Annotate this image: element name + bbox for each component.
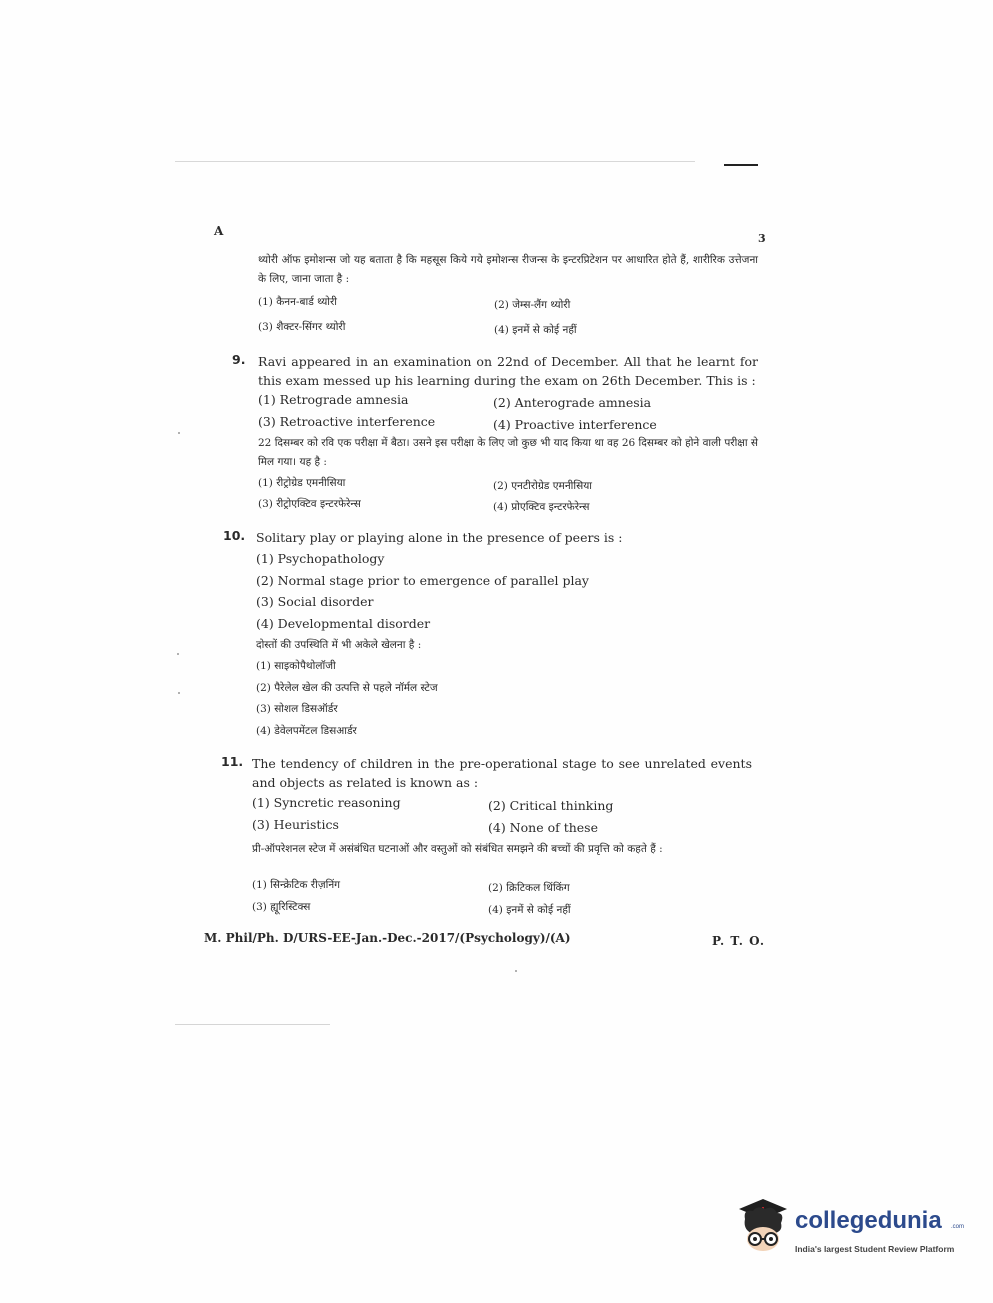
q9-stem-hindi: 22 दिसम्बर को रवि एक परीक्षा में बैठा। उसने इस परीक्षा के लिए जो कुछ भी याद किया था वह 26 दिसम्बर को होने वाली परीक्षा से मिल गया। यह है :	[258, 437, 758, 468]
q11-option-3: (3) Heuristics	[252, 817, 339, 832]
q8-option-1: (1) कैनन-बार्ड थ्योरी	[258, 296, 338, 308]
scan-dot	[177, 653, 179, 655]
q9-option-3: (3) Retroactive interference	[258, 414, 436, 429]
q10-hindi-option-3: (3) सोशल डिसऑर्डर	[256, 703, 338, 715]
q9-option-4: (4) Proactive interference	[493, 417, 657, 432]
q8-option-3: (3) शैक्टर-सिंगर थ्योरी	[258, 321, 346, 333]
q9-hindi-option-2: (2) एनटीरोग्रेड एमनीसिया	[493, 480, 593, 492]
q9-option-1: (1) Retrograde amnesia	[258, 392, 409, 407]
collegedunia-logo-text: collegedunia	[795, 1207, 942, 1234]
q11-hindi-option-3: (3) ह्यूरिस्टिक्स	[252, 901, 311, 913]
q11-hindi-option-4: (4) इनमें से कोई नहीं	[488, 904, 571, 916]
q10-option-4: (4) Developmental disorder	[256, 616, 431, 631]
q8-stem-hindi: थ्योरी ऑफ इमोशन्स जो यह बताता है कि महसूस किये गये इमोशन्स रीजन्स के इन्टरप्रिटेशन पर आधारित होते हैं, शारीरिक उत्तेजना के लिए, जाना जाता है :	[258, 254, 758, 285]
paper-code: M. Phil/Ph. D/URS-EE-Jan.-Dec.-2017/(Psychology)/(A)	[204, 931, 571, 945]
collegedunia-tagline: India's largest Student Review Platform	[795, 1244, 955, 1254]
q10-option-3: (3) Social disorder	[256, 594, 374, 609]
q10-stem: Solitary play or playing alone in the presence of peers is :	[256, 530, 623, 545]
page-number: 3	[758, 232, 766, 245]
scan-dot	[178, 692, 180, 694]
collegedunia-mascot-icon	[735, 1195, 793, 1257]
q9-hindi-option-1: (1) रीट्रोग्रेड एमनीसिया	[258, 477, 346, 489]
question-set-label: A	[214, 224, 224, 238]
q11-number: 11.	[221, 754, 244, 769]
q10-option-1: (1) Psychopathology	[256, 551, 385, 566]
please-turn-over: P. T. O.	[712, 934, 766, 948]
bottom-rule	[175, 1024, 330, 1025]
q9-option-2: (2) Anterograde amnesia	[493, 395, 652, 410]
q11-stem: The tendency of children in the pre-operational stage to see unrelated events and objects as related is known as :	[252, 756, 752, 790]
q11-stem-hindi: प्री-ऑपरेशनल स्टेज में असंबंधित घटनाओं और वस्तुओं को संबंधित समझने की बच्चों की प्रवृत्ति को कहते हैं :	[252, 843, 663, 855]
q10-hindi-option-2: (2) पैरेलेल खेल की उत्पत्ति से पहले नॉर्मल स्टेज	[256, 682, 438, 694]
q10-hindi-option-4: (4) डेवेलपमेंटल डिसआर्डर	[256, 725, 357, 737]
q9-hindi-option-4: (4) प्रोएक्टिव इन्टरफेरेन्स	[493, 501, 590, 513]
scan-dot	[515, 970, 517, 972]
q11-hindi-option-2: (2) क्रिटिकल थिंकिंग	[488, 882, 570, 894]
q9-number: 9.	[232, 352, 246, 367]
q11-option-1: (1) Syncretic reasoning	[252, 795, 401, 810]
collegedunia-logo-suffix: .com	[951, 1224, 965, 1230]
q8-option-2: (2) जेम्स-लैंग थ्योरी	[494, 299, 571, 311]
top-rule	[175, 161, 695, 162]
q11-option-2: (2) Critical thinking	[488, 798, 614, 813]
q10-option-2: (2) Normal stage prior to emergence of parallel play	[256, 573, 589, 588]
top-dash	[724, 164, 758, 166]
q10-stem-hindi: दोस्तों की उपस्थिति में भी अकेले खेलना है :	[256, 639, 422, 651]
scan-dot	[178, 432, 180, 434]
q11-hindi-option-1: (1) सिन्क्रेटिक रीज़निंग	[252, 879, 341, 891]
q8-option-4: (4) इनमें से कोई नहीं	[494, 324, 577, 336]
q10-number: 10.	[223, 528, 246, 543]
q9-hindi-option-3: (3) रीट्रोएक्टिव इन्टरफेरेन्स	[258, 498, 361, 510]
q10-hindi-option-1: (1) साइकोपैथोलॉजी	[256, 660, 336, 672]
q11-option-4: (4) None of these	[488, 820, 598, 835]
q9-stem: Ravi appeared in an examination on 22nd of December. All that he learnt for this exam messed up his learning during the exam on 26th December. This is :	[258, 354, 758, 388]
